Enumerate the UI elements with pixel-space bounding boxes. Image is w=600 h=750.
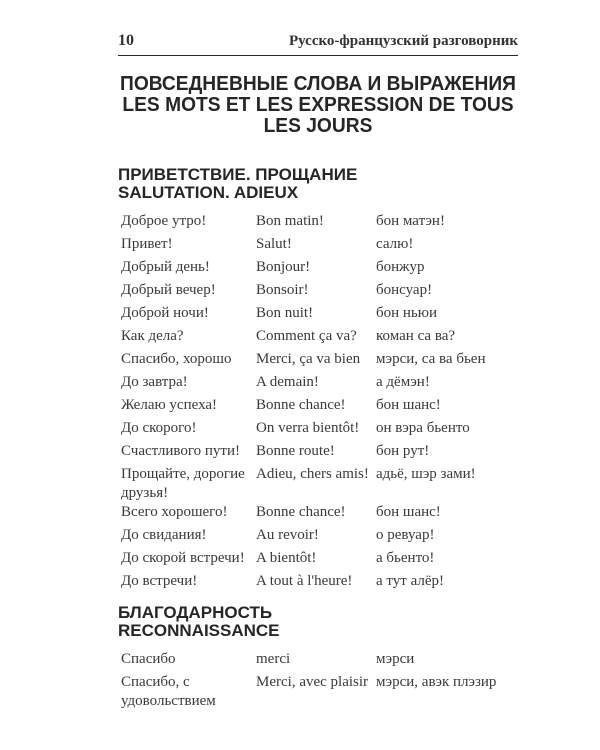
russian-phrase: До скорого! [121, 420, 197, 436]
russian-phrase: Привет! [121, 236, 173, 252]
french-phrase: Adieu, chers amis! [256, 466, 369, 482]
russian-phrase: Добрый день! [121, 259, 210, 275]
french-phrase: Bon matin! [256, 213, 324, 229]
transcription: о ревуар! [376, 527, 435, 543]
russian-phrase: Прощайте, дорогие друзья! [121, 466, 245, 501]
french-phrase: Bonne chance! [256, 504, 346, 520]
french-phrase: Bonsoir! [256, 282, 309, 298]
russian-phrase: Доброй ночи! [121, 305, 209, 321]
french-phrase: Comment ça va? [256, 328, 357, 344]
russian-phrase: До встречи! [121, 573, 198, 589]
french-phrase: Bonjour! [256, 259, 311, 275]
french-phrase: A bientôt! [256, 550, 317, 566]
french-phrase: Merci, ça va bien [256, 351, 361, 367]
book-title: Русско-французский разговорник [288, 33, 518, 49]
transcription: мэрси [376, 651, 415, 667]
running-header [118, 32, 518, 50]
chapter-title-line: ПОВСЕДНЕВНЫЕ СЛОВА И ВЫРАЖЕНИЯ [120, 73, 516, 95]
transcription: коман са ва? [376, 328, 456, 344]
transcription: мэрси, са ва бьен [376, 351, 486, 367]
transcription: бон матэн! [376, 213, 445, 229]
transcription: он вэра бьенто [376, 420, 470, 436]
transcription: бонсуар! [376, 282, 433, 298]
russian-phrase: Спасибо [121, 651, 176, 667]
french-phrase: Merci, avec plaisir [256, 674, 369, 690]
section-heading-ru: БЛАГОДАРНОСТЬ [118, 603, 273, 622]
french-phrase: merci [256, 651, 291, 667]
transcription: а бьенто! [376, 550, 435, 566]
transcription: а дёмэн! [376, 374, 430, 390]
french-phrase: Au revoir! [256, 527, 319, 543]
russian-phrase: Как дела? [121, 328, 184, 344]
russian-phrase: Добрый вечер! [121, 282, 216, 298]
transcription: бонжур [376, 259, 425, 275]
french-phrase: Bonne route! [256, 443, 335, 459]
russian-phrase: Счастливого пути! [121, 443, 240, 459]
page-number: 10 [118, 32, 134, 49]
russian-phrase: До свидания! [121, 527, 207, 543]
russian-phrase: Спасибо, хорошо [121, 351, 232, 367]
section-heading-fr: SALUTATION. ADIEUX [118, 183, 299, 202]
french-phrase: A tout à l'heure! [256, 573, 353, 589]
russian-phrase: До скорой встречи! [121, 550, 245, 566]
section-heading-ru: ПРИВЕТСТВИЕ. ПРОЩАНИЕ [118, 165, 358, 184]
chapter-title-line: LES MOTS ET LES EXPRESSION DE TOUS [122, 94, 514, 116]
transcription: бон ньюи [376, 305, 438, 321]
section-heading-fr: RECONNAISSANCE [118, 621, 280, 640]
french-phrase: On verra bientôt! [256, 420, 360, 436]
french-phrase: Bonne chance! [256, 397, 346, 413]
transcription: а тут алёр! [376, 573, 444, 589]
section-heading-greetings [118, 166, 357, 202]
russian-phrase: Всего хорошего! [121, 504, 228, 520]
chapter-title-line: LES JOURS [263, 115, 373, 137]
transcription: адьё, шэр зами! [376, 466, 476, 482]
french-phrase: Salut! [256, 236, 292, 252]
russian-phrase: До завтра! [121, 374, 188, 390]
section-heading-gratitude [118, 604, 280, 640]
header-rule [118, 55, 518, 56]
chapter-title [109, 74, 528, 137]
transcription: бон шанс! [376, 504, 441, 520]
russian-phrase: Спасибо, с удовольствием [121, 674, 216, 709]
transcription: бон рут! [376, 443, 430, 459]
russian-phrase: Желаю успеха! [121, 397, 218, 413]
french-phrase: A demain! [256, 374, 319, 390]
transcription: мэрси, авэк плэзир [376, 674, 497, 690]
russian-phrase: Доброе утро! [121, 213, 207, 229]
french-phrase: Bon nuit! [256, 305, 314, 321]
transcription: салю! [376, 236, 414, 252]
transcription: бон шанс! [376, 397, 441, 413]
